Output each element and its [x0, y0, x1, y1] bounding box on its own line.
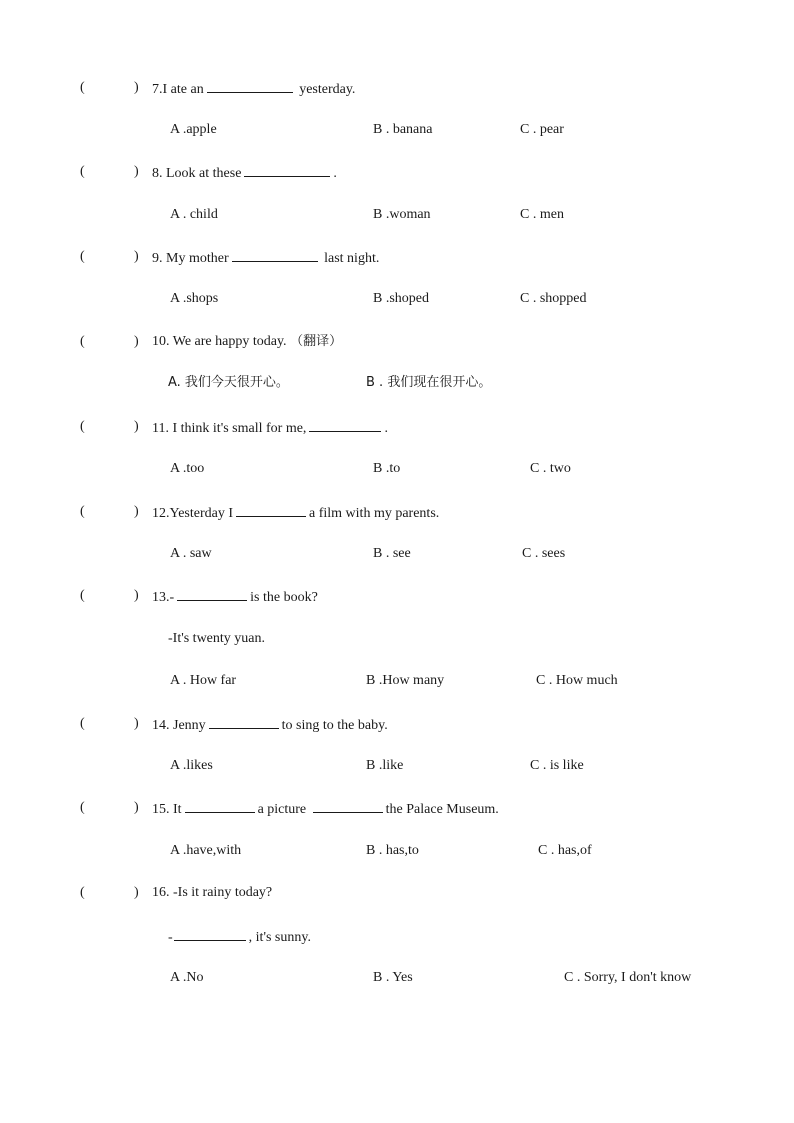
option-c[interactable]: C . is like [530, 758, 584, 773]
answer-blank[interactable] [207, 80, 293, 93]
answer-paren-open: ( [80, 588, 85, 603]
option-b[interactable]: B .to [373, 461, 401, 476]
option-b[interactable]: B . banana [373, 122, 433, 137]
option-c[interactable]: C . pear [520, 122, 564, 137]
option-a[interactable]: A .too [170, 461, 205, 476]
option-c[interactable]: C . Sorry, I don't know [564, 970, 692, 985]
answer-paren-close: ) [134, 504, 139, 519]
question-text: 9. My mother last night. [152, 251, 380, 266]
option-c[interactable]: C . shopped [520, 291, 587, 306]
option-c[interactable]: C . How much [536, 673, 618, 688]
answer-blank[interactable] [209, 716, 279, 729]
answer-blank-2[interactable] [313, 800, 383, 813]
answer-blank[interactable] [174, 928, 246, 941]
option-b[interactable]: B .woman [373, 207, 431, 222]
option-a[interactable]: A .shops [170, 291, 219, 306]
answer-paren-close: ) [134, 334, 139, 349]
answer-paren-open: ( [80, 249, 85, 264]
option-b[interactable]: B . 我们现在很开心。 [366, 375, 492, 390]
answer-paren-open: ( [80, 80, 85, 95]
option-a[interactable]: A . How far [170, 673, 237, 688]
option-c[interactable]: C . has,of [538, 843, 592, 858]
option-c[interactable]: C . men [520, 207, 564, 222]
option-b[interactable]: B . has,to [366, 843, 419, 858]
question-text: 14. Jenny to sing to the baby. [152, 718, 388, 733]
question-text: 12.Yesterday I a film with my parents. [152, 506, 440, 521]
option-b[interactable]: B . Yes [373, 970, 413, 985]
answer-blank[interactable] [236, 504, 306, 517]
answer-paren-open: ( [80, 419, 85, 434]
answer-blank[interactable] [244, 164, 330, 177]
answer-paren-close: ) [134, 588, 139, 603]
option-c[interactable]: C . sees [522, 546, 566, 561]
option-a[interactable]: A .apple [170, 122, 217, 137]
answer-paren-open: ( [80, 334, 85, 349]
option-b[interactable]: B .How many [366, 673, 445, 688]
option-a[interactable]: A . saw [170, 546, 212, 561]
answer-blank[interactable] [177, 588, 247, 601]
answer-paren-close: ) [134, 80, 139, 95]
answer-paren-open: ( [80, 800, 85, 815]
option-a[interactable]: A .have,with [170, 843, 242, 858]
option-b[interactable]: B .shoped [373, 291, 429, 306]
option-a[interactable]: A .No [170, 970, 204, 985]
answer-paren-close: ) [134, 164, 139, 179]
answer-paren-close: ) [134, 249, 139, 264]
option-c[interactable]: C . two [530, 461, 571, 476]
dialogue-reply: -It's twenty yuan. [168, 631, 266, 646]
option-a[interactable]: A .likes [170, 758, 213, 773]
option-a[interactable]: A. 我们今天很开心。 [168, 375, 289, 390]
answer-paren-open: ( [80, 164, 85, 179]
option-a[interactable]: A . child [170, 207, 218, 222]
answer-blank[interactable] [232, 249, 318, 262]
question-text: 15. It a picture the Palace Museum. [152, 802, 499, 817]
answer-paren-open: ( [80, 885, 85, 900]
question-text: 7.I ate an yesterday. [152, 82, 356, 97]
answer-paren-open: ( [80, 504, 85, 519]
answer-blank[interactable] [185, 800, 255, 813]
answer-paren-close: ) [134, 419, 139, 434]
question-text: 8. Look at these . [152, 166, 337, 181]
answer-paren-open: ( [80, 716, 85, 731]
translate-note: （翻译） [290, 334, 343, 349]
option-b[interactable]: B .like [366, 758, 404, 773]
answer-paren-close: ) [134, 716, 139, 731]
answer-blank[interactable] [309, 419, 381, 432]
question-text: 10. We are happy today. （翻译） [152, 334, 343, 349]
question-text: 11. I think it's small for me, . [152, 421, 388, 436]
question-text: 16. -Is it rainy today? [152, 885, 273, 900]
option-b[interactable]: B . see [373, 546, 411, 561]
answer-paren-close: ) [134, 885, 139, 900]
answer-paren-close: ) [134, 800, 139, 815]
dialogue-reply: - , it's sunny. [168, 930, 311, 945]
question-text: 13.- is the book? [152, 590, 318, 605]
